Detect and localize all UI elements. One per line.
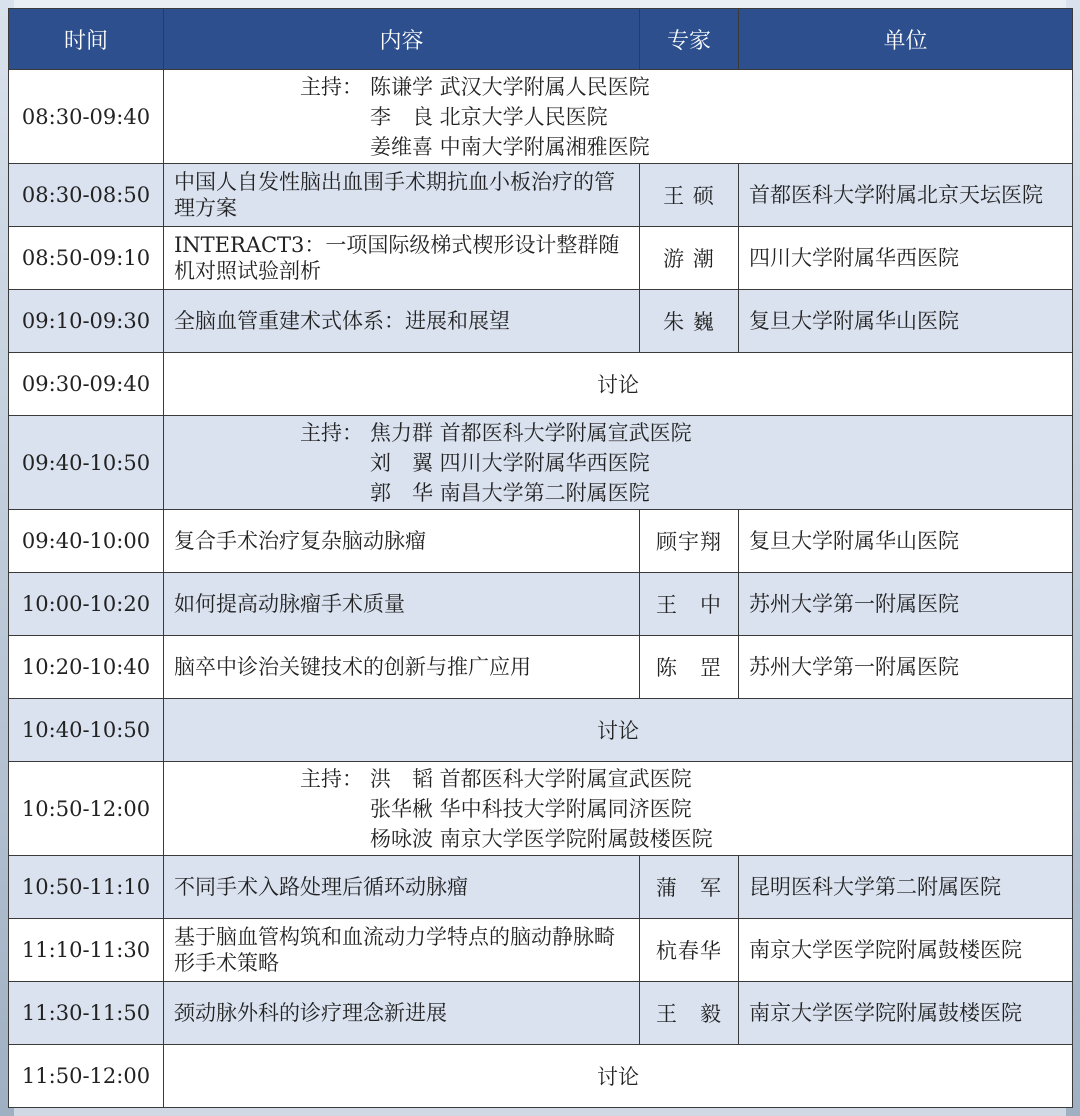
moderator-name: 刘 翼 四川大学附属华西医院 bbox=[370, 450, 650, 475]
content-cell: 脑卒中诊治关键技术的创新与推广应用 bbox=[164, 636, 640, 699]
moderator-name: 杨咏波 南京大学医学院附属鼓楼医院 bbox=[370, 826, 713, 851]
moderator-name: 张华楸 华中科技大学附属同济医院 bbox=[370, 796, 692, 821]
time-cell: 08:30-08:50 bbox=[9, 164, 164, 227]
discussion-row bbox=[9, 1045, 1073, 1108]
table-row bbox=[9, 227, 1073, 290]
table-row bbox=[9, 919, 1073, 982]
content-cell: 基于脑血管构筑和血流动力学特点的脑动静脉畸形手术策略 bbox=[164, 919, 640, 982]
unit-cell: 复旦大学附属华山医院 bbox=[739, 510, 1073, 573]
discussion-cell: 讨论 bbox=[164, 353, 1073, 416]
speaker-cell: 朱 巍 bbox=[640, 290, 739, 353]
speaker-cell: 蒲 军 bbox=[640, 856, 739, 919]
unit-cell: 南京大学医学院附属鼓楼医院 bbox=[739, 982, 1073, 1045]
content-cell: INTERACT3：一项国际级梯式楔形设计整群随机对照试验剖析 bbox=[164, 227, 640, 290]
moderator-cell bbox=[164, 416, 1073, 510]
time-cell: 08:30-09:40 bbox=[9, 70, 164, 164]
table-row bbox=[9, 856, 1073, 919]
moderator-label: 主持： bbox=[300, 74, 363, 99]
time-cell: 09:40-10:00 bbox=[9, 510, 164, 573]
time-cell: 10:40-10:50 bbox=[9, 699, 164, 762]
moderator-label: 主持： bbox=[300, 420, 363, 445]
unit-cell: 昆明医科大学第二附属医院 bbox=[739, 856, 1073, 919]
table-row bbox=[9, 573, 1073, 636]
time-cell: 10:50-12:00 bbox=[9, 762, 164, 856]
time-cell: 11:30-11:50 bbox=[9, 982, 164, 1045]
unit-cell: 南京大学医学院附属鼓楼医院 bbox=[739, 919, 1073, 982]
discussion-row bbox=[9, 353, 1073, 416]
discussion-row bbox=[9, 699, 1073, 762]
moderator-row bbox=[9, 70, 1073, 164]
content-cell: 复合手术治疗复杂脑动脉瘤 bbox=[164, 510, 640, 573]
moderator-label: 主持： bbox=[300, 766, 363, 791]
header-time: 时间 bbox=[9, 9, 164, 70]
time-cell: 10:50-11:10 bbox=[9, 856, 164, 919]
header-speaker: 专家 bbox=[640, 9, 739, 70]
table-row bbox=[9, 982, 1073, 1045]
moderator-row bbox=[9, 762, 1073, 856]
time-cell: 09:10-09:30 bbox=[9, 290, 164, 353]
unit-cell: 苏州大学第一附属医院 bbox=[739, 573, 1073, 636]
speaker-cell: 顾宇翔 bbox=[640, 510, 739, 573]
header-unit: 单位 bbox=[739, 9, 1073, 70]
moderator-name: 李 良 北京大学人民医院 bbox=[370, 104, 608, 129]
header-content: 内容 bbox=[164, 9, 640, 70]
moderator-name: 郭 华 南昌大学第二附属医院 bbox=[370, 480, 650, 505]
time-cell: 11:10-11:30 bbox=[9, 919, 164, 982]
speaker-cell: 王 中 bbox=[640, 573, 739, 636]
table-row bbox=[9, 164, 1073, 227]
content-cell: 全脑血管重建术式体系：进展和展望 bbox=[164, 290, 640, 353]
moderator-row bbox=[9, 416, 1073, 510]
schedule-table bbox=[8, 8, 1073, 1108]
moderator-name: 洪 韬 首都医科大学附属宣武医院 bbox=[370, 766, 692, 791]
time-cell: 08:50-09:10 bbox=[9, 227, 164, 290]
unit-cell: 首都医科大学附属北京天坛医院 bbox=[739, 164, 1073, 227]
moderator-name: 焦力群 首都医科大学附属宣武医院 bbox=[370, 420, 692, 445]
speaker-cell: 杭春华 bbox=[640, 919, 739, 982]
moderator-name: 陈谦学 武汉大学附属人民医院 bbox=[370, 74, 650, 99]
discussion-cell: 讨论 bbox=[164, 699, 1073, 762]
content-cell: 如何提高动脉瘤手术质量 bbox=[164, 573, 640, 636]
time-cell: 09:30-09:40 bbox=[9, 353, 164, 416]
time-cell: 10:20-10:40 bbox=[9, 636, 164, 699]
header-row bbox=[9, 9, 1073, 70]
unit-cell: 四川大学附属华西医院 bbox=[739, 227, 1073, 290]
speaker-cell: 王 硕 bbox=[640, 164, 739, 227]
content-cell: 不同手术入路处理后循环动脉瘤 bbox=[164, 856, 640, 919]
speaker-cell: 王 毅 bbox=[640, 982, 739, 1045]
moderator-name: 姜维喜 中南大学附属湘雅医院 bbox=[370, 134, 650, 159]
time-cell: 10:00-10:20 bbox=[9, 573, 164, 636]
time-cell: 11:50-12:00 bbox=[9, 1045, 164, 1108]
table-row bbox=[9, 290, 1073, 353]
discussion-cell: 讨论 bbox=[164, 1045, 1073, 1108]
table-row bbox=[9, 510, 1073, 573]
content-cell: 中国人自发性脑出血围手术期抗血小板治疗的管理方案 bbox=[164, 164, 640, 227]
unit-cell: 苏州大学第一附属医院 bbox=[739, 636, 1073, 699]
moderator-cell bbox=[164, 762, 1073, 856]
table-row bbox=[9, 636, 1073, 699]
time-cell: 09:40-10:50 bbox=[9, 416, 164, 510]
content-cell: 颈动脉外科的诊疗理念新进展 bbox=[164, 982, 640, 1045]
speaker-cell: 陈 罡 bbox=[640, 636, 739, 699]
unit-cell: 复旦大学附属华山医院 bbox=[739, 290, 1073, 353]
speaker-cell: 游 潮 bbox=[640, 227, 739, 290]
moderator-cell bbox=[164, 70, 1073, 164]
